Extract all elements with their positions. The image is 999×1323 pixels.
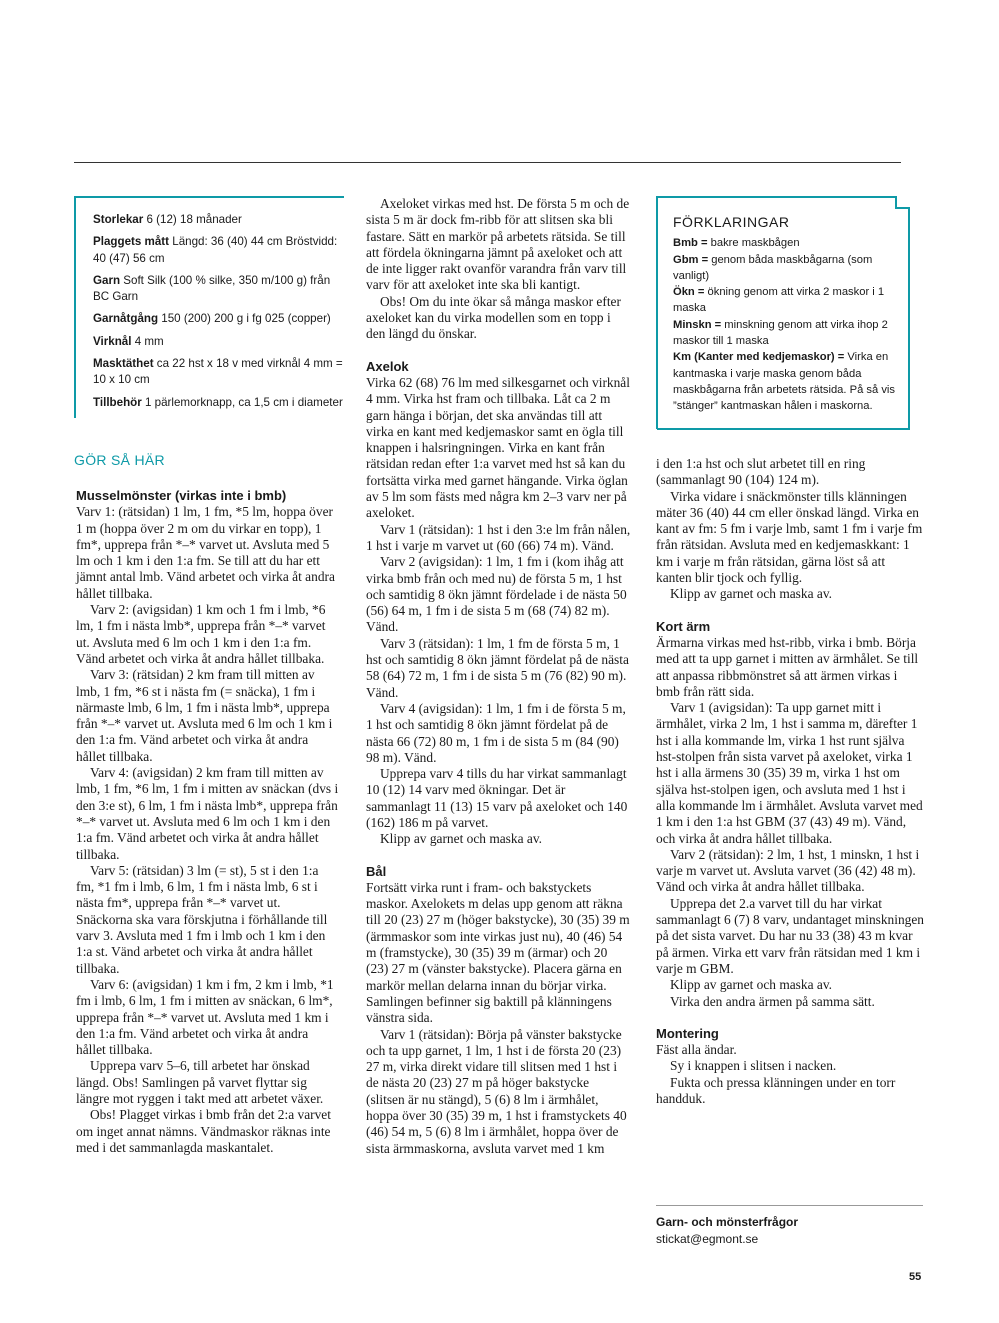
glossary-item: Gbm = genom båda maskbågarna (som vanligt) xyxy=(673,253,873,282)
paragraph: Varv 2 (rätsidan): 2 lm, 1 hst, 1 minskn, 1 hst i varje m varvet ut. Avsluta varvet (36 (42) 48 m). Vänd och virka åt andra hållet tillbaka. xyxy=(656,846,920,895)
paragraph: Varv 4: (avigsidan) 2 km fram till mitten av lmb, 1 fm, *6 lm, 1 fm i mitten av snäckan (dvs i den 3:e st), 6 lm, 1 fm i nästa lmb*, upprepa från *–* varvet ut. Avsluta med 6 lm och 1 km i den 1:a fm. Vänd arbetet och virka åt andra hållet tillbaka. xyxy=(76,765,339,862)
heading-kort-arm: Kort ärm xyxy=(656,618,711,634)
paragraph: Upprepa varv 4 tills du har virkat sammanlagt 10 (12) 14 varv med ökningar. Det är sammanlagt 11 (13) 15 varv på axeloket och 140 (162) 186 m på varvet. xyxy=(366,766,628,830)
column-1 xyxy=(76,488,339,1156)
glossary-item: Ökn = ökning genom att virka 2 maskor i 1 maska xyxy=(673,286,885,315)
paragraph: Virka vidare i snäckmönster tills klänningen mäter 36 (40) 44 cm eller önskad längd. Virka en kant av fm: 5 fm i varje lmb, samt 1 fm i varje fm från rätsidan. Avsluta med en kedjemaskkant: 1 km i varje m från rätsidan, gärna löst så att kanten blir tjock och fyllig. xyxy=(656,488,923,586)
spec-yarn: Garn Soft Silk (100 % silke, 350 m/100 g) från BC Garn xyxy=(93,273,331,304)
paragraph: Virka den andra ärmen på samma sätt. xyxy=(670,993,875,1009)
spec-hook: Virknål 4 mm xyxy=(93,334,164,348)
paragraph: Varv 1 (rätsidan): Börja på vänster bakstycke och ta upp garnet, 1 lm, 1 hst i de första 20 (23) 27 m, virka direkt vidare till slitsen med 1 hst i de nästa 20 (23) 27 m på höger bakstycke (slitsen är nu stängd), 5 (6) 8 lm i ärmhålet, hoppa över 30 (35) 39 m, 1 hst i framstyckets 40 (46) 54 m, 5 (6) 8 lm i ärmhålet, hoppa över de sista ärmmaskorna, avsluta varvet med 1 km xyxy=(366,1026,627,1156)
paragraph: Obs! Om du inte ökar så många maskor efter axeloket kan du virka modellen som en topp i den längd du önskar. xyxy=(366,293,621,342)
spec-size: Storlekar 6 (12) 18 månader xyxy=(93,213,242,226)
specs-block xyxy=(74,196,344,411)
heading-montering: Montering xyxy=(656,1025,719,1041)
spec-gauge: Masktäthet ca 22 hst x 18 v med virknål 4 mm = 10 x 10 cm xyxy=(93,357,343,387)
glossary-item: Bmb = bakre maskbågen xyxy=(673,237,800,250)
paragraph: Obs! Plagget virkas i bmb från det 2:a varvet om inget annat nämns. Vändmaskor räknas inte med i det sammanlagda maskantalet. xyxy=(76,1107,331,1155)
contact-title: Garn- och mönsterfrågor xyxy=(656,1215,799,1229)
spec-measurements: Plaggets mått Längd: 36 (40) 44 cm Bröstvidd: 40 (47) 56 cm xyxy=(93,235,338,265)
glossary-item: Minskn = minskning genom att virka ihop 2 maskor till 1 maska xyxy=(673,318,888,348)
paragraph: Varv 4 (avigsidan): 1 lm, 1 fm i de första 5 m, 1 hst och samtidig 8 ökn jämnt fördelat på de nästa 66 (72) 80 m, 1 fm i de sista 5 m (84 (90) 98 m). Vänd. xyxy=(366,700,626,765)
paragraph: Varv 3: (rätsidan) 2 km fram till mitten av lmb, 1 fm, *6 st i nästa fm (= snäcka), 1 fm i närmaste lmb, 6 lm, 1 fm i nästa lmb*, upprepa från *–* varvet ut. Avsluta med 6 lm och 1 km i den 1:a fm. Vänd arbetet och virka åt andra hållet tillbaka. xyxy=(76,667,333,764)
glossary-content xyxy=(673,214,903,415)
heading-axelok: Axelok xyxy=(366,358,409,374)
paragraph: Klipp av garnet och maska av. xyxy=(670,977,832,993)
paragraph: Klipp av garnet och maska av. xyxy=(670,586,832,602)
section-heading-instructions: GÖR SÅ HÄR xyxy=(74,452,165,468)
glossary-item: Km (Kanter med kedjemaskor) = Virka en kantmaska i varje maska genom båda maskbågarna från arbetets rätsida. På så vis ”stänger” kantmaskan hålen i maskorna. xyxy=(673,351,895,413)
contact-rule xyxy=(656,1205,923,1206)
paragraph: Ärmarna virkas med hst-ribb, virka i bmb. Börja med att ta upp garnet i mitten av ärmhålet. Se till att anpassa ribbmönstret så att ärmen virkas i bmb från rätt sida. xyxy=(656,634,919,699)
paragraph: Varv 3 (rätsidan): 1 lm, 1 fm de första 5 m, 1 hst och samtidig 8 ökn jämnt fördelat på de nästa 58 (64) 72 m, 1 fm i de sista 5 m (76 (82) 90 m). Vänd. xyxy=(366,635,629,700)
paragraph: Upprepa det 2.a varvet till du har virkat sammanlagt 6 (7) 8 varv, undantaget minskningen på det sista varvet. Du har nu 33 (38) 43 m kvar på ärmen. Virka ett varv från rätsidan med 1 km i varje m GBM. xyxy=(656,895,924,976)
column-3 xyxy=(656,456,924,1107)
paragraph: Axeloket virkas med hst. De första 5 m och de sista 5 m är dock fm-ribb för att slitsen ska bli fastare. Sätt en markör på arbetets rätsida. Se till att fördela ökningarna jämnt på axeloket och att de inte ligger rakt ovanför varandra från varv till varv för att axeloket inte ska bli kantigt. xyxy=(366,196,630,293)
paragraph: Varv 2: (avigsidan) 1 km och 1 fm i lmb, *6 lm, 1 fm i nästa lmb*, upprepa från *–* varvet ut. Avsluta med 6 lm och 1 km i den 1:a fm. Vänd arbetet och virka åt andra hållet tillbaka. xyxy=(76,602,326,666)
top-rule xyxy=(74,162,901,163)
paragraph: Fäst alla ändar. xyxy=(656,1042,737,1058)
paragraph: Fukta och pressa klänningen under en torr handduk. xyxy=(656,1074,896,1106)
paragraph: i den 1:a hst och slut arbetet till en ring (sammanlagt 90 (104) 124 m). xyxy=(656,456,866,488)
paragraph: Sy i knappen i slitsen i nacken. xyxy=(670,1058,837,1074)
column-2 xyxy=(366,196,631,1157)
paragraph: Klipp av garnet och maska av. xyxy=(380,831,542,847)
page-number: 55 xyxy=(909,1271,922,1283)
glossary-title: FÖRKLARINGAR xyxy=(673,214,790,230)
paragraph: Varv 2 (avigsidan): 1 lm, 1 fm i (kom ihåg att virka bmb från och med nu) de första 5 m, 1 hst och samtidig 8 ökn jämnt fördelade i de nästa 50 (56) 64 m, 1 fm i de sista 5 m (68 (74) 82 m). Vänd. xyxy=(366,554,627,635)
heading-bal: Bål xyxy=(366,863,387,879)
paragraph: Varv 6: (avigsidan) 1 km i fm, 2 km i lmb, *1 fm i lmb, 6 lm, 1 fm i mitten av snäckan, 6 lm*, upprepa från *–* varvet ut. Avsluta med 1 km i den 1:a fm. Vänd arbetet och virka åt andra hållet tillbaka. xyxy=(76,976,334,1058)
glossary-box xyxy=(656,196,910,430)
paragraph: Fortsätt virka runt i fram- och bakstyckets maskor. Axelokets m delas upp genom att räkna till 20 (23) 27 m (höger bakstycke), 30 (35) 39 m (ärmmaskor som inte virkas just nu), 40 (46) 54 m (framstycke), 30 (35) 39 m (ärmar) och 20 (23) 27 m (vänster bakstycke). Placera gärna en markör mellan delarna innan du börjar virka. Samlingen befinner sig baktill på klänningens vänstra sida. xyxy=(366,879,630,1026)
paragraph: Varv 5: (rätsidan) 3 lm (= st), 5 st i den 1:a fm, *1 fm i lmb, 6 lm, 1 fm i nästa lmb, 6 st i nästa fm*, upprepa från *–* varvet ut. Snäckorna ska vara förskjutna i förhållande till varv 3. Avsluta med 1 fm i lmb och 1 km i den 1:a st. Vänd arbetet och virka åt andra hållet tillbaka. xyxy=(76,862,328,976)
paragraph: Varv 1 (avigsidan): Ta upp garnet mitt i ärmhålet, virka 2 lm, 1 hst i samma m, därefter 1 hst i alla kommande lm, virka 1 hst runt själva hst-stolpen från sista varvet på axeloket, virka 1 hst i alla ärmens 30 (35) 39 m, virka 1 hst om själva hst-stolpen igen, och avsluta med 1 hst i alla kommande lm i ärmhålet. Avsluta varvet med 1 km i den 1:a hst GBM (37 (43) 49 m). Vänd, och virka åt andra hållet tillbaka. xyxy=(656,700,923,846)
paragraph: Varv 1: (rätsidan) 1 lm, 1 fm, *5 lm, hoppa över 1 m (hoppa över 2 m om du virkar en topp), 1 fm*, upprepa från *–* varvet ut. Avsluta med 5 lm och 1 km i den 1:a fm. Se till att du har ett jämnt antal lmb. Vänd arbetet och virka åt andra hållet tillbaka. xyxy=(76,504,335,601)
paragraph: Upprepa varv 5–6, till arbetet har önskad längd. Obs! Samlingen på varvet flyttar sig längre mot ryggen i takt med att arbetet växer. xyxy=(76,1058,324,1106)
spec-yarn-amount: Garnåtgång 150 (200) 200 g i fg 025 (copper) xyxy=(93,312,331,326)
heading-mussel: Musselmönster (virkas inte i bmb) xyxy=(76,488,287,503)
spec-accessories: Tillbehör 1 pärlemorknapp, ca 1,5 cm i diameter xyxy=(93,395,343,409)
paragraph: Varv 1 (rätsidan): 1 hst i den 3:e lm från nålen, 1 hst i varje m varvet ut (60 (66) 74 m). Vänd. xyxy=(366,521,631,553)
paragraph: Virka 62 (68) 76 lm med silkesgarnet och virknål 4 mm. Virka hst fram och tillbaka. Låt ca 2 m garn hänga i början, det ska användas till att virka en kant med kedjemaskor samt en ögla till knappen i halsringningen. Virka en kant från rätsidan redan efter 1:a varvet med hst så kan du fortsätta virka med garnet hängande. Virka öglan av 5 lm som fästs med några km 2–3 varv ner på axeloket. xyxy=(366,374,630,521)
contact-email[interactable]: stickat@egmont.se xyxy=(656,1232,759,1246)
contact-block xyxy=(656,1214,798,1248)
